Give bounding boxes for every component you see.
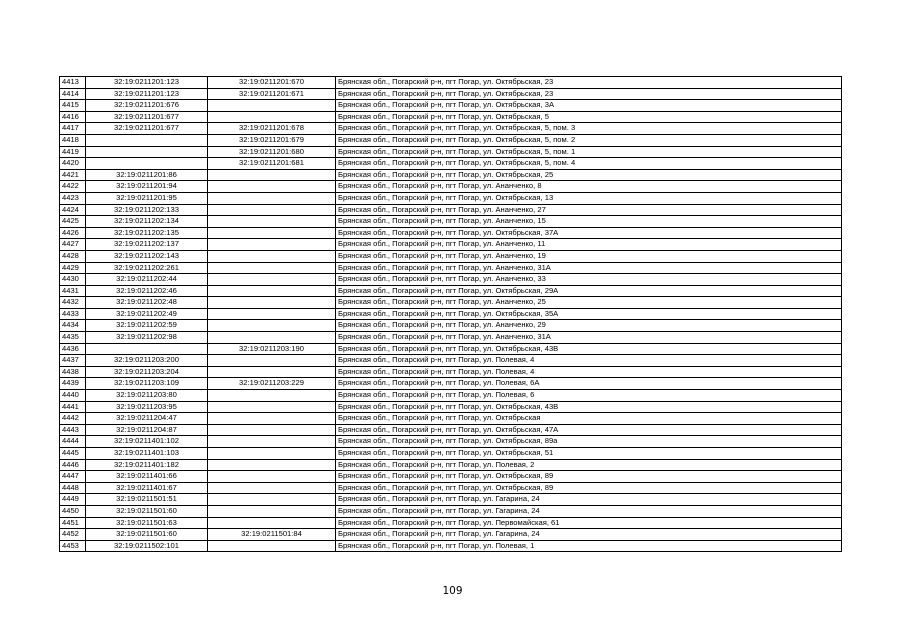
address-cell: Брянская обл., Погарский р-н, пгт Погар, ул. Гагарина, 24 [336,505,842,517]
table-row [60,436,842,448]
address-cell: Брянская обл., Погарский р-н, пгт Погар, ул. Ананченко, 31А [336,332,842,344]
cadastral-object-cell [208,192,336,204]
row-number-cell: 4446 [60,459,86,471]
address-cell: Брянская обл., Погарский р-н, пгт Погар, ул. Октябрьская, 5, пом. 1 [336,146,842,158]
address-cell: Брянская обл., Погарский р-н, пгт Погар, ул. Октябрьская, 5, пом. 3 [336,123,842,135]
cadastral-object-cell [208,239,336,251]
cadastral-object-cell: 32:19:0211203:229 [208,378,336,390]
table-row [60,343,842,355]
address-cell: Брянская обл., Погарский р-н, пгт Погар, ул. Октябрьская, 43В [336,343,842,355]
address-cell: Брянская обл., Погарский р-н, пгт Погар, ул. Ананченко, 31А [336,262,842,274]
table-row [60,378,842,390]
cadastral-parcel-cell: 32:19:0211202:143 [86,250,208,262]
row-number-cell: 4414 [60,88,86,100]
table-row [60,494,842,506]
address-cell: Брянская обл., Погарский р-н, пгт Погар, ул. Ананченко, 8 [336,181,842,193]
cadastral-object-cell [208,401,336,413]
cadastral-parcel-cell: 32:19:0211401:102 [86,436,208,448]
cadastral-object-cell [208,355,336,367]
address-cell: Брянская обл., Погарский р-н, пгт Погар, ул. Октябрьская, 23 [336,77,842,89]
address-cell: Брянская обл., Погарский р-н, пгт Погар, ул. Октябрьская [336,413,842,425]
cadastral-parcel-cell: 32:19:0211202:59 [86,320,208,332]
cadastral-object-cell [208,262,336,274]
address-cell: Брянская обл., Погарский р-н, пгт Погар, ул. Ананченко, 15 [336,216,842,228]
table-row [60,111,842,123]
cadastral-object-cell [208,250,336,262]
table-row [60,413,842,425]
table-row [60,540,842,552]
cadastral-parcel-cell: 32:19:0211201:86 [86,169,208,181]
row-number-cell: 4419 [60,146,86,158]
row-number-cell: 4437 [60,355,86,367]
row-number-cell: 4430 [60,274,86,286]
address-cell: Брянская обл., Погарский р-н, пгт Погар, ул. Гагарина, 24 [336,494,842,506]
address-cell: Брянская обл., Погарский р-н, пгт Погар, ул. Ананченко, 19 [336,250,842,262]
cadastral-parcel-cell: 32:19:0211401:103 [86,448,208,460]
row-number-cell: 4420 [60,158,86,170]
row-number-cell: 4432 [60,297,86,309]
row-number-cell: 4416 [60,111,86,123]
row-number-cell: 4434 [60,320,86,332]
cadastral-parcel-cell: 32:19:0211203:200 [86,355,208,367]
table-row [60,529,842,541]
table-row [60,204,842,216]
cadastral-object-cell: 32:19:0211201:671 [208,88,336,100]
row-number-cell: 4438 [60,366,86,378]
cadastral-object-cell [208,505,336,517]
address-cell: Брянская обл., Погарский р-н, пгт Погар, ул. Ананченко, 29 [336,320,842,332]
cadastral-registry-table [59,76,842,552]
cadastral-parcel-cell: 32:19:0211501:51 [86,494,208,506]
row-number-cell: 4425 [60,216,86,228]
table-row [60,332,842,344]
cadastral-parcel-cell: 32:19:0211401:66 [86,471,208,483]
row-number-cell: 4426 [60,227,86,239]
cadastral-parcel-cell: 32:19:0211201:677 [86,123,208,135]
cadastral-parcel-cell: 32:19:0211202:133 [86,204,208,216]
row-number-cell: 4441 [60,401,86,413]
row-number-cell: 4417 [60,123,86,135]
table-row [60,262,842,274]
cadastral-parcel-cell [86,134,208,146]
cadastral-parcel-cell [86,146,208,158]
row-number-cell: 4444 [60,436,86,448]
cadastral-object-cell [208,424,336,436]
cadastral-object-cell [208,540,336,552]
cadastral-parcel-cell: 32:19:0211401:182 [86,459,208,471]
table-row [60,482,842,494]
cadastral-object-cell [208,366,336,378]
cadastral-object-cell: 32:19:0211501:84 [208,529,336,541]
cadastral-object-cell: 32:19:0211201:670 [208,77,336,89]
row-number-cell: 4435 [60,332,86,344]
table-row [60,401,842,413]
row-number-cell: 4433 [60,308,86,320]
table-row [60,320,842,332]
row-number-cell: 4451 [60,517,86,529]
cadastral-parcel-cell: 32:19:0211201:95 [86,192,208,204]
row-number-cell: 4421 [60,169,86,181]
table-row [60,274,842,286]
row-number-cell: 4422 [60,181,86,193]
table-row [60,88,842,100]
address-cell: Брянская обл., Погарский р-н, пгт Погар, ул. Октябрьская, 5, пом. 2 [336,134,842,146]
address-cell: Брянская обл., Погарский р-н, пгт Погар, ул. Ананченко, 11 [336,239,842,251]
cadastral-object-cell [208,169,336,181]
page-number: 109 [442,585,463,597]
table-row [60,169,842,181]
address-cell: Брянская обл., Погарский р-н, пгт Погар, ул. Октябрьская, 35А [336,308,842,320]
table-body [60,77,842,552]
address-cell: Брянская обл., Погарский р-н, пгт Погар, ул. Полевая, 6А [336,378,842,390]
table-row [60,424,842,436]
cadastral-object-cell [208,297,336,309]
address-cell: Брянская обл., Погарский р-н, пгт Погар, ул. Октябрьская, 89 [336,471,842,483]
table-row [60,308,842,320]
table-row [60,158,842,170]
address-cell: Брянская обл., Погарский р-н, пгт Погар, ул. Ананченко, 33 [336,274,842,286]
cadastral-object-cell: 32:19:0211201:679 [208,134,336,146]
row-number-cell: 4442 [60,413,86,425]
row-number-cell: 4453 [60,540,86,552]
cadastral-object-cell: 32:19:0211201:678 [208,123,336,135]
row-number-cell: 4436 [60,343,86,355]
cadastral-parcel-cell: 32:19:0211201:677 [86,111,208,123]
cadastral-parcel-cell: 32:19:0211203:204 [86,366,208,378]
cadastral-parcel-cell: 32:19:0211202:261 [86,262,208,274]
row-number-cell: 4447 [60,471,86,483]
cadastral-parcel-cell: 32:19:0211202:44 [86,274,208,286]
address-cell: Брянская обл., Погарский р-н, пгт Погар, ул. Октябрьская, 43В [336,401,842,413]
cadastral-parcel-cell [86,343,208,355]
address-cell: Брянская обл., Погарский р-н, пгт Погар, ул. Октябрьская, 5, пом. 4 [336,158,842,170]
cadastral-object-cell [208,204,336,216]
cadastral-object-cell [208,482,336,494]
table-row [60,192,842,204]
cadastral-parcel-cell: 32:19:0211203:109 [86,378,208,390]
cadastral-parcel-cell: 32:19:0211201:123 [86,77,208,89]
table-row [60,227,842,239]
row-number-cell: 4428 [60,250,86,262]
cadastral-parcel-cell: 32:19:0211203:95 [86,401,208,413]
row-number-cell: 4452 [60,529,86,541]
cadastral-object-cell [208,111,336,123]
cadastral-parcel-cell: 32:19:0211201:94 [86,181,208,193]
table-row [60,216,842,228]
row-number-cell: 4413 [60,77,86,89]
table-row [60,355,842,367]
cadastral-object-cell [208,227,336,239]
row-number-cell: 4443 [60,424,86,436]
table-row [60,250,842,262]
table-row [60,517,842,529]
address-cell: Брянская обл., Погарский р-н, пгт Погар, ул. Октябрьская, 5 [336,111,842,123]
cadastral-object-cell [208,390,336,402]
address-cell: Брянская обл., Погарский р-н, пгт Погар, ул. Полевая, 2 [336,459,842,471]
address-cell: Брянская обл., Погарский р-н, пгт Погар, ул. Октябрьская, 51 [336,448,842,460]
cadastral-object-cell [208,436,336,448]
row-number-cell: 4431 [60,285,86,297]
cadastral-object-cell [208,216,336,228]
cadastral-object-cell [208,285,336,297]
table-row [60,285,842,297]
row-number-cell: 4423 [60,192,86,204]
cadastral-object-cell [208,308,336,320]
row-number-cell: 4439 [60,378,86,390]
cadastral-object-cell [208,100,336,112]
row-number-cell: 4449 [60,494,86,506]
address-cell: Брянская обл., Погарский р-н, пгт Погар, ул. Полевая, 4 [336,355,842,367]
cadastral-object-cell [208,181,336,193]
table-row [60,239,842,251]
cadastral-parcel-cell: 32:19:0211501:60 [86,529,208,541]
row-number-cell: 4429 [60,262,86,274]
cadastral-parcel-cell: 32:19:0211501:63 [86,517,208,529]
address-cell: Брянская обл., Погарский р-н, пгт Погар, ул. Полевая, 1 [336,540,842,552]
address-cell: Брянская обл., Погарский р-н, пгт Погар, ул. Полевая, 4 [336,366,842,378]
cadastral-parcel-cell: 32:19:0211202:46 [86,285,208,297]
cadastral-object-cell [208,517,336,529]
address-cell: Брянская обл., Погарский р-н, пгт Погар, ул. Октябрьская, 29А [336,285,842,297]
address-cell: Брянская обл., Погарский р-н, пгт Погар, ул. Октябрьская, 13 [336,192,842,204]
table-row [60,146,842,158]
table-row [60,366,842,378]
cadastral-parcel-cell: 32:19:0211401:67 [86,482,208,494]
address-cell: Брянская обл., Погарский р-н, пгт Погар, ул. Октябрьская, 23 [336,88,842,100]
cadastral-parcel-cell: 32:19:0211202:98 [86,332,208,344]
address-cell: Брянская обл., Погарский р-н, пгт Погар, ул. Гагарина, 24 [336,529,842,541]
table-row [60,471,842,483]
table-row [60,100,842,112]
address-cell: Брянская обл., Погарский р-н, пгт Погар, ул. Октябрьская, 3А [336,100,842,112]
row-number-cell: 4448 [60,482,86,494]
row-number-cell: 4450 [60,505,86,517]
address-cell: Брянская обл., Погарский р-н, пгт Погар, ул. Октябрьская, 47А [336,424,842,436]
row-number-cell: 4440 [60,390,86,402]
cadastral-parcel-cell: 32:19:0211202:49 [86,308,208,320]
address-cell: Брянская обл., Погарский р-н, пгт Погар, ул. Октябрьская, 89а [336,436,842,448]
cadastral-parcel-cell: 32:19:0211204:47 [86,413,208,425]
cadastral-object-cell: 32:19:0211201:681 [208,158,336,170]
row-number-cell: 4427 [60,239,86,251]
cadastral-parcel-cell: 32:19:0211203:80 [86,390,208,402]
cadastral-object-cell [208,494,336,506]
cadastral-object-cell [208,320,336,332]
cadastral-object-cell [208,413,336,425]
address-cell: Брянская обл., Погарский р-н, пгт Погар, ул. Первомайская, 61 [336,517,842,529]
table-row [60,505,842,517]
cadastral-object-cell [208,332,336,344]
cadastral-parcel-cell: 32:19:0211204:87 [86,424,208,436]
table-row [60,123,842,135]
cadastral-parcel-cell: 32:19:0211202:134 [86,216,208,228]
table-row [60,181,842,193]
table-row [60,390,842,402]
address-cell: Брянская обл., Погарский р-н, пгт Погар, ул. Ананченко, 25 [336,297,842,309]
row-number-cell: 4445 [60,448,86,460]
table-row [60,297,842,309]
cadastral-object-cell [208,459,336,471]
table-row [60,134,842,146]
table-row [60,448,842,460]
address-cell: Брянская обл., Погарский р-н, пгт Погар, ул. Октябрьская, 37А [336,227,842,239]
cadastral-object-cell: 32:19:0211201:680 [208,146,336,158]
table-row [60,459,842,471]
row-number-cell: 4418 [60,134,86,146]
cadastral-parcel-cell: 32:19:0211202:137 [86,239,208,251]
cadastral-object-cell [208,471,336,483]
cadastral-parcel-cell: 32:19:0211501:60 [86,505,208,517]
cadastral-parcel-cell [86,158,208,170]
table-row [60,77,842,89]
address-cell: Брянская обл., Погарский р-н, пгт Погар, ул. Октябрьская, 25 [336,169,842,181]
cadastral-parcel-cell: 32:19:0211202:48 [86,297,208,309]
cadastral-object-cell [208,274,336,286]
address-cell: Брянская обл., Погарский р-н, пгт Погар, ул. Ананченко, 27 [336,204,842,216]
row-number-cell: 4424 [60,204,86,216]
cadastral-parcel-cell: 32:19:0211502:101 [86,540,208,552]
address-cell: Брянская обл., Погарский р-н, пгт Погар, ул. Октябрьская, 89 [336,482,842,494]
cadastral-object-cell: 32:19:0211203:190 [208,343,336,355]
cadastral-parcel-cell: 32:19:0211201:123 [86,88,208,100]
row-number-cell: 4415 [60,100,86,112]
cadastral-parcel-cell: 32:19:0211202:135 [86,227,208,239]
address-cell: Брянская обл., Погарский р-н, пгт Погар, ул. Полевая, 6 [336,390,842,402]
cadastral-object-cell [208,448,336,460]
cadastral-parcel-cell: 32:19:0211201:676 [86,100,208,112]
